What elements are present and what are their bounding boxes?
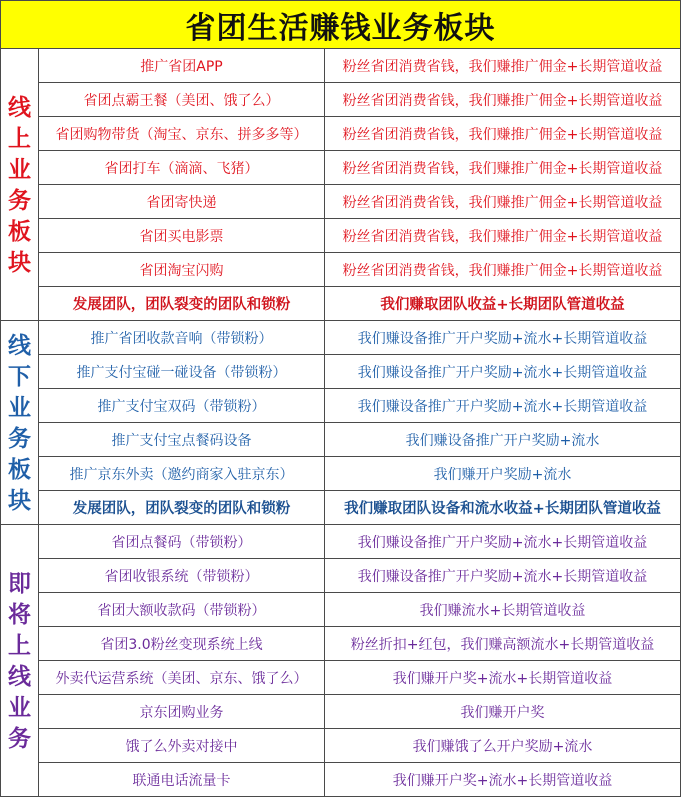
table-row <box>39 287 680 321</box>
item-cell: 饿了么外卖对接中 <box>39 729 325 762</box>
profit-cell: 粉丝省团消费省钱，我们赚推广佣金+长期管道收益 <box>342 92 663 109</box>
table-row <box>39 763 680 796</box>
table-row <box>39 423 680 457</box>
table-row <box>39 661 680 695</box>
table-row <box>39 219 680 253</box>
profit-cell: 粉丝省团消费省钱，我们赚推广佣金+长期管道收益 <box>342 194 663 211</box>
profit-cell: 我们赚流水+长期管道收益 <box>419 602 586 619</box>
section-online <box>1 49 680 320</box>
item-cell: 推广支付宝双码（带锁粉） <box>39 389 325 422</box>
item-cell: 省团买电影票 <box>39 219 325 252</box>
table-row <box>39 593 680 627</box>
item-cell: 外卖代运营系统（美团、京东、饿了么） <box>39 661 325 694</box>
profit-cell: 我们赚饿了么开户奖励+流水 <box>412 738 593 755</box>
profit-cell: 我们赚取团队设备和流水收益+长期团队管道收益 <box>344 501 661 517</box>
item-cell: 省团3.0粉丝变现系统上线 <box>39 627 325 660</box>
section-offline <box>1 320 680 524</box>
profit-cell: 我们赚开户奖+流水+长期管道收益 <box>392 772 613 789</box>
profit-cell: 粉丝省团消费省钱，我们赚推广佣金+长期管道收益 <box>342 262 663 279</box>
section-offline-label: 线下业务板块 <box>8 331 31 514</box>
table-row <box>39 525 680 559</box>
profit-cell: 粉丝省团消费省钱，我们赚推广佣金+长期管道收益 <box>342 228 663 245</box>
item-cell: 发展团队，团队裂变的团队和锁粉 <box>39 491 325 524</box>
item-cell: 推广京东外卖（邀约商家入驻京东） <box>39 457 325 490</box>
section-upcoming <box>1 524 680 796</box>
profit-cell: 我们赚设备推广开户奖励+流水+长期管道收益 <box>357 330 648 347</box>
profit-cell: 我们赚开户奖+流水+长期管道收益 <box>392 670 613 687</box>
profit-cell: 我们赚取团队收益+长期团队管道收益 <box>380 297 625 313</box>
table-row <box>39 457 680 491</box>
section-upcoming-label: 即将上线业务 <box>8 569 31 752</box>
profit-cell: 我们赚开户奖励+流水 <box>433 466 572 483</box>
profit-cell: 我们赚设备推广开户奖励+流水+长期管道收益 <box>357 398 648 415</box>
item-cell: 省团点餐码（带锁粉） <box>39 525 325 558</box>
section-rows <box>39 49 680 321</box>
profit-cell: 粉丝省团消费省钱，我们赚推广佣金+长期管道收益 <box>342 58 663 75</box>
item-cell: 省团淘宝闪购 <box>39 253 325 286</box>
table-row <box>39 185 680 219</box>
item-cell: 省团大额收款码（带锁粉） <box>39 593 325 626</box>
section-label <box>1 49 39 320</box>
profit-cell: 粉丝省团消费省钱，我们赚推广佣金+长期管道收益 <box>342 160 663 177</box>
profit-cell: 我们赚设备推广开户奖励+流水+长期管道收益 <box>357 534 648 551</box>
section-rows <box>39 525 680 796</box>
item-cell: 省团点霸王餐（美团、饿了么） <box>39 83 325 116</box>
table-row <box>39 253 680 287</box>
section-rows <box>39 321 680 525</box>
profit-cell: 我们赚设备推广开户奖励+流水+长期管道收益 <box>357 568 648 585</box>
item-cell: 推广省团APP <box>39 49 325 82</box>
item-cell: 京东团购业务 <box>39 695 325 728</box>
table-row <box>39 49 680 83</box>
table-row <box>39 151 680 185</box>
item-cell: 联通电话流量卡 <box>39 763 325 796</box>
item-cell: 省团购物带货（淘宝、京东、拼多多等） <box>39 117 325 150</box>
item-cell: 推广支付宝碰一碰设备（带锁粉） <box>39 355 325 388</box>
item-cell: 省团收银系统（带锁粉） <box>39 559 325 592</box>
page-title: 省团生活赚钱业务板块 <box>1 1 680 49</box>
profit-cell: 粉丝省团消费省钱，我们赚推广佣金+长期管道收益 <box>342 126 663 143</box>
table-row <box>39 117 680 151</box>
table-row <box>39 491 680 525</box>
profit-cell: 粉丝折扣+红包，我们赚高额流水+长期管道收益 <box>350 636 655 653</box>
table-row <box>39 695 680 729</box>
item-cell: 推广省团收款音响（带锁粉） <box>39 321 325 354</box>
item-cell: 省团寄快递 <box>39 185 325 218</box>
section-online-label: 线上业务板块 <box>8 93 31 276</box>
item-cell: 推广支付宝点餐码设备 <box>39 423 325 456</box>
table-row <box>39 355 680 389</box>
section-label <box>1 321 39 524</box>
table-row <box>39 389 680 423</box>
section-label <box>1 525 39 796</box>
table-row <box>39 83 680 117</box>
item-cell: 发展团队，团队裂变的团队和锁粉 <box>39 287 325 320</box>
profit-cell: 我们赚开户奖 <box>460 704 545 721</box>
table-row <box>39 321 680 355</box>
profit-cell: 我们赚设备推广开户奖励+流水 <box>405 432 600 449</box>
table-row <box>39 729 680 763</box>
table-row <box>39 627 680 661</box>
profit-cell: 我们赚设备推广开户奖励+流水+长期管道收益 <box>357 364 648 381</box>
table-row <box>39 559 680 593</box>
item-cell: 省团打车（滴滴、飞猪） <box>39 151 325 184</box>
